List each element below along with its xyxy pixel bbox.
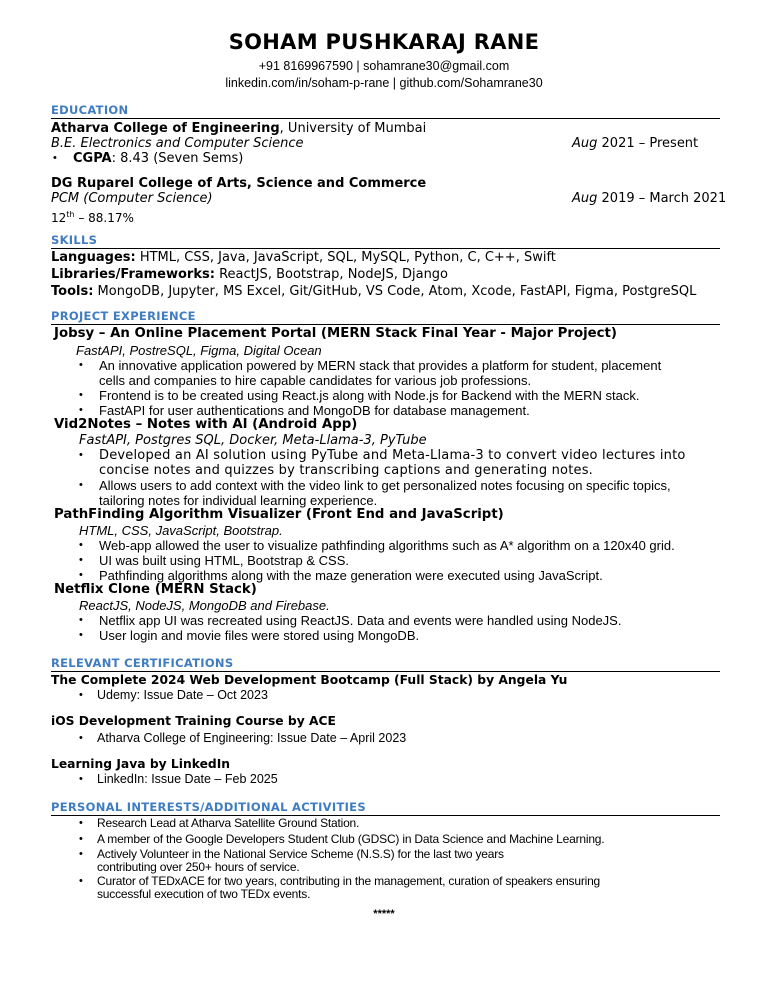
project-tech-jobsy: FastAPI, PostreSQL, Figma, Digital Ocean: [76, 343, 322, 358]
education-divider: [51, 118, 720, 119]
project-bullet: Allows users to add context with the video link to get personalized notes focusing on specific topics,: [99, 478, 671, 493]
education-degree-1: B.E. Electronics and Computer Science: [51, 136, 304, 151]
skills-divider: [51, 248, 720, 249]
certification-name: iOS Development Training Course by ACE: [51, 714, 336, 728]
project-bullet-cont: tailoring notes for individual learning experience.: [99, 493, 378, 508]
bullet-icon: •: [79, 389, 83, 401]
project-bullet: UI was built using HTML, Bootstrap & CSS.: [99, 553, 349, 568]
bullet-icon: •: [79, 359, 83, 371]
bullet-icon: •: [79, 539, 83, 551]
projects-heading: PROJECT EXPERIENCE: [51, 309, 196, 323]
contact-phone-email: +91 8169967590 | sohamrane30@gmail.com: [258, 59, 510, 73]
education-institution-2: DG Ruparel College of Arts, Science and Commerce: [51, 176, 427, 191]
certifications-divider: [51, 671, 720, 672]
project-bullet: Frontend is to be created using React.js along with Node.js for Backend with the MERN stack.: [99, 388, 640, 403]
certification-detail: Atharva College of Engineering: Issue Date – April 2023: [97, 731, 407, 745]
certification-detail: LinkedIn: Issue Date – Feb 2025: [97, 772, 278, 786]
education-date-2: Aug 2019 – March 2021: [572, 191, 727, 206]
project-tech-vid2notes: FastAPI, Postgres SQL, Docker, Meta-Llama-3, PyTube: [79, 433, 427, 448]
skills-libraries: Libraries/Frameworks: ReactJS, Bootstrap, NodeJS, Django: [51, 267, 449, 282]
skills-heading: SKILLS: [51, 233, 98, 247]
project-tech-netflix: ReactJS, NodeJS, MongoDB and Firebase.: [79, 598, 330, 613]
bullet-icon: •: [79, 614, 83, 626]
project-bullet: User login and movie files were stored using MongoDB.: [99, 628, 420, 643]
project-title-netflix: Netflix Clone (MERN Stack): [54, 582, 257, 597]
end-marker: *****: [373, 908, 395, 920]
bullet-icon: •: [79, 404, 83, 416]
education-heading: EDUCATION: [51, 103, 129, 117]
certification-name: The Complete 2024 Web Development Bootcamp (Full Stack) by Angela Yu: [51, 673, 568, 687]
education-grade: 12th – 88.17%: [51, 210, 134, 225]
project-title-vid2notes: Vid2Notes – Notes with AI (Android App): [54, 417, 358, 432]
skills-languages: Languages: HTML, CSS, Java, JavaScript, SQL, MySQL, Python, C, C++, Swift: [51, 250, 556, 265]
project-bullet: Web-app allowed the user to visualize pathfinding algorithms such as A* algorithm on a 120x40 grid.: [99, 538, 675, 553]
bullet-icon: •: [79, 569, 83, 581]
project-title-jobsy: Jobsy – An Online Placement Portal (MERN Stack Final Year - Major Project): [54, 326, 617, 341]
education-cgpa: CGPA: 8.43 (Seven Sems): [73, 151, 244, 166]
project-title-pathfinding: PathFinding Algorithm Visualizer (Front End and JavaScript): [54, 507, 504, 522]
certifications-heading: RELEVANT CERTIFICATIONS: [51, 656, 234, 670]
project-bullet: Pathfinding algorithms along with the maze generation were executed using JavaScript.: [99, 568, 603, 583]
project-bullet: Developed an AI solution using PyTube and Meta-Llama-3 to convert video lectures into: [99, 448, 686, 463]
interest-item: A member of the Google Developers Student Club (GDSC) in Data Science and Machine Learning.: [97, 832, 605, 846]
project-bullet-cont: concise notes and quizzes by transcribing captions and generating notes.: [99, 463, 594, 478]
bullet-icon: •: [79, 848, 83, 860]
bullet-icon: •: [79, 773, 83, 785]
interest-item: Actively Volunteer in the National Service Scheme (N.S.S) for the last two years: [97, 847, 504, 861]
bullet-icon: •: [79, 689, 83, 701]
interest-item: Curator of TEDxACE for two years, contributing in the management, curation of speakers ensuring: [97, 874, 601, 888]
project-bullet: FastAPI for user authentications and MongoDB for database management.: [99, 403, 530, 418]
education-institution-1: Atharva College of Engineering, University of Mumbai: [51, 121, 427, 136]
project-bullet: An innovative application powered by MERN stack that provides a platform for student, placement: [99, 358, 662, 373]
certification-detail: Udemy: Issue Date – Oct 2023: [97, 688, 268, 702]
projects-divider: [51, 324, 720, 325]
bullet-icon: •: [79, 449, 83, 461]
interests-heading: PERSONAL INTERESTS/ADDITIONAL ACTIVITIES: [51, 800, 366, 814]
project-bullet-cont: cells and companies to hire capable candidates for various job professions.: [99, 373, 532, 388]
bullet-icon: •: [79, 833, 83, 845]
bullet-icon: •: [53, 152, 57, 164]
interest-item-cont: successful execution of two TEDx events.: [97, 887, 311, 901]
bullet-icon: •: [79, 817, 83, 829]
project-bullet: Netflix app UI was recreated using ReactJS. Data and events were handled using NodeJS.: [99, 613, 622, 628]
skills-tools: Tools: MongoDB, Jupyter, MS Excel, Git/GitHub, VS Code, Atom, Xcode, FastAPI, Figma, PostgreSQL: [51, 284, 697, 299]
interest-item-cont: contributing over 250+ hours of service.: [97, 860, 300, 874]
bullet-icon: •: [79, 629, 83, 641]
interest-item: Research Lead at Atharva Satellite Ground Station.: [97, 816, 360, 830]
project-tech-pathfinding: HTML, CSS, JavaScript, Bootstrap.: [79, 523, 283, 538]
bullet-icon: •: [79, 554, 83, 566]
education-degree-2: PCM (Computer Science): [51, 191, 213, 206]
candidate-name: SOHAM PUSHKARAJ RANE: [228, 30, 540, 54]
bullet-icon: •: [79, 479, 83, 491]
certification-name: Learning Java by LinkedIn: [51, 757, 231, 771]
bullet-icon: •: [79, 732, 83, 744]
contact-links: linkedin.com/in/soham-p-rane | github.com/Sohamrane30: [225, 76, 543, 90]
bullet-icon: •: [79, 875, 83, 887]
education-date-1: Aug 2021 – Present: [572, 136, 699, 151]
